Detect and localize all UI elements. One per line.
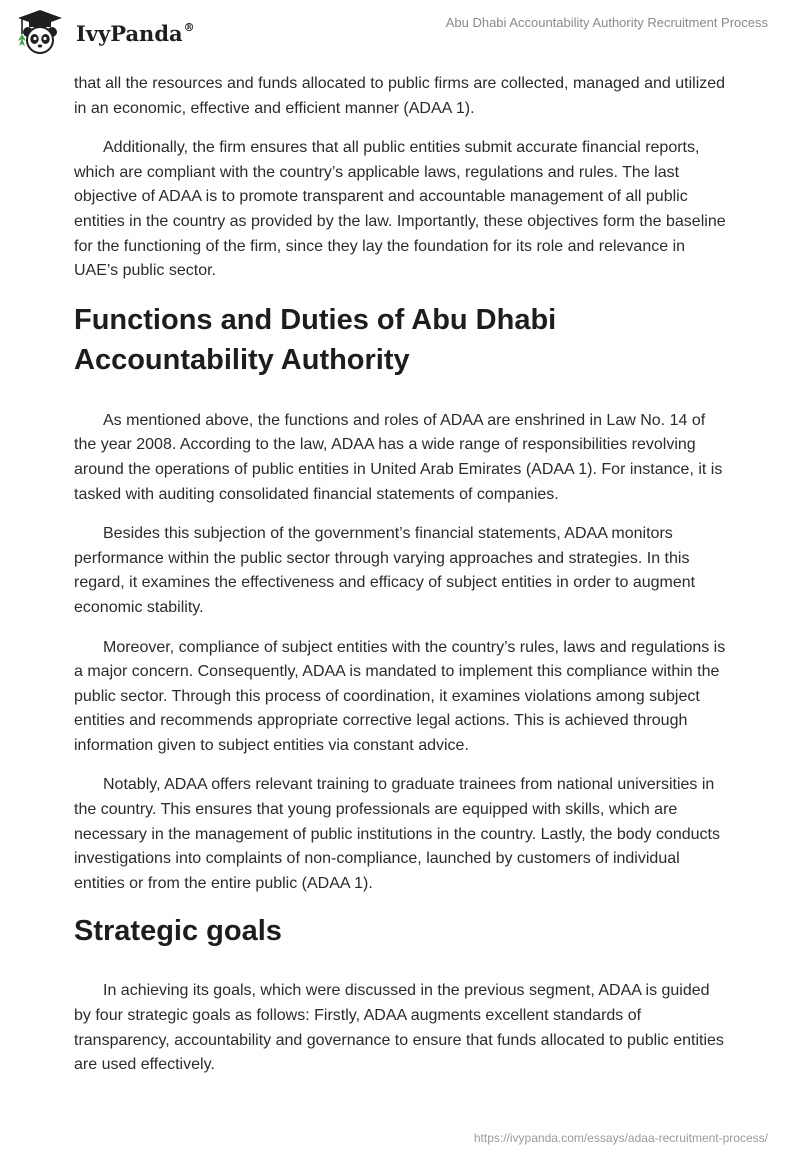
paragraph-5: Moreover, compliance of subject entities with the country’s rules, laws and regulations is a major concern. Consequently, ADAA is mandated to implement this compliance within the public sector. Through this process of coordination, it examines violations among subject entities and recommends appropriate corrective legal actions. This is achieved through information given to subject entities via constant advice. (74, 638, 726, 754)
paragraph-6: Notably, ADAA offers relevant training to graduate trainees from national universities in the country. This ensures that young professionals are equipped with skills, which are necessary in the management of public institutions in the country. Lastly, the body conducts investigations into complaints of non-compliance, launched by customers of individual entities or from the entire public (ADAA 1). (74, 776, 720, 892)
logo-wordmark (76, 21, 195, 46)
paragraph-1: that all the resources and funds allocated to public firms are collected, managed and utilized in an economic, effective and efficient manner (ADAA 1). (74, 75, 726, 117)
paragraph-7: In achieving its goals, which were discussed in the previous segment, ADAA is guided by four strategic goals as follows: Firstly, ADAA augments excellent standards of transparency, accountability and governance to ensure that funds allocated to public entities are used effectively. (74, 982, 724, 1074)
ivypanda-logo[interactable] (14, 8, 214, 56)
source-url[interactable]: https://ivypanda.com/essays/adaa-recruitment-process/ (473, 1131, 768, 1145)
logo-text: IvyPanda (76, 20, 183, 46)
document-title: Abu Dhabi Accountability Authority Recruitment Process (445, 15, 768, 30)
registered-mark: ® (183, 20, 195, 34)
essay-content (74, 72, 730, 1093)
paragraph-3: As mentioned above, the functions and roles of ADAA are enshrined in Law No. 14 of the year 2008. According to the law, ADAA has a wide range of responsibilities revolving around the operations of public entities in United Arab Emirates (ADAA 1). For instance, it is tasked with auditing consolidated financial statements of companies. (74, 411, 723, 503)
panda-graduation-cap-icon (14, 8, 66, 56)
page-header (0, 0, 800, 64)
section-heading-strategic-goals: Strategic goals (74, 915, 282, 948)
section-heading-functions: Functions and Duties of Abu Dhabi Accountability Authority (74, 303, 557, 376)
paragraph-4: Besides this subjection of the government’s financial statements, ADAA monitors performance within the public sector through varying approaches and strategies. In this regard, it examines the effectiveness and efficacy of subject entities in order to augment economic stability. (74, 525, 696, 616)
paragraph-2: Additionally, the firm ensures that all public entities submit accurate financial reports, which are compliant with the country’s applicable laws, regulations and rules. The last objective of ADAA is to promote transparent and accountable management of all public entities in the country as provided by the law. Importantly, these objectives form the baseline for the functioning of the firm, since they lay the foundation for its role and relevance in UAE’s public sector. (74, 139, 726, 280)
